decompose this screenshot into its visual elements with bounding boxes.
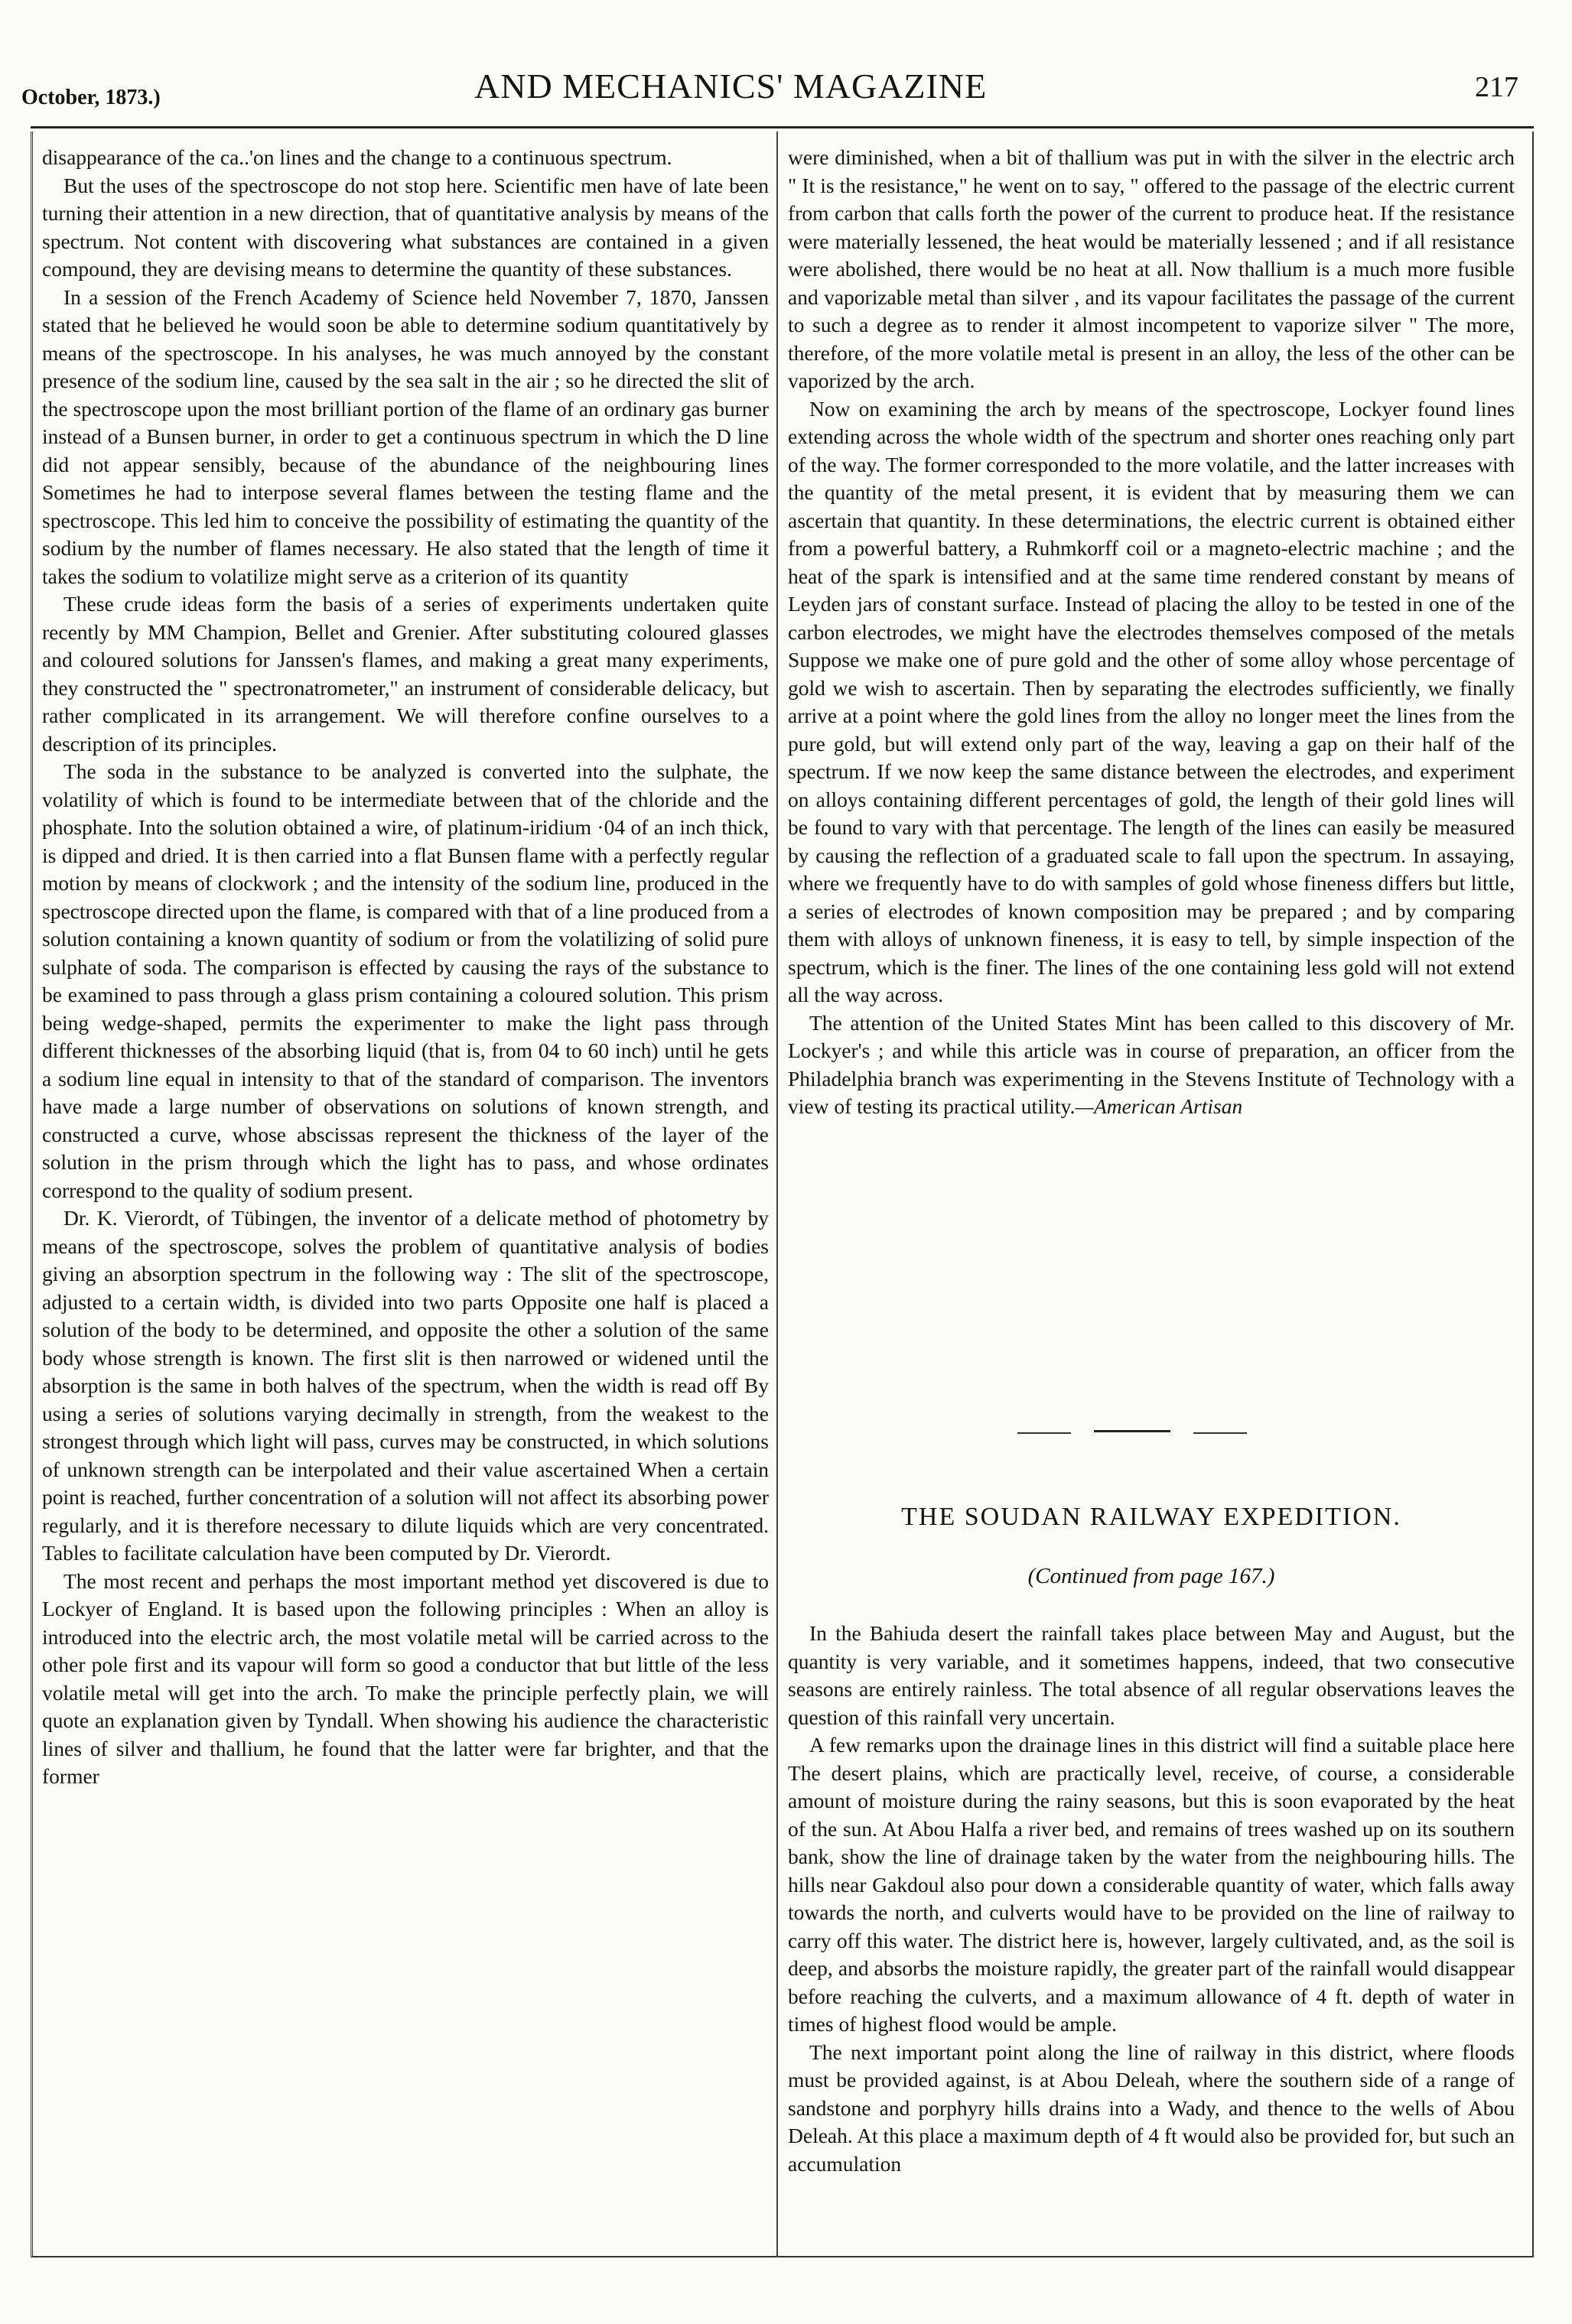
paragraph: In the Bahiuda desert the rainfall takes place between May and August, but the quantity is very variable, and it sometimes happens, indeed, that two consecutive seasons are entirely rainless. The total absence of all regular observations leaves the question of this rainfall very uncertain. [788, 1621, 1515, 1729]
paragraph: A few remarks upon the drainage lines in this district will find a suitable place here The desert plains, which are practically level, receive, of course, a considerable amount of moisture during the rainy seasons, but this is soon evaporated by the heat of the sun. At Abou Halfa a river bed, and remains of trees washed up on its southern bank, show the line of drainage taken by the water from the neighbouring hills. The hills near Gakdoul also pour down a considerable quantity of water, which falls away towards the north, and culverts would have to be provided on the line of railway to carry off this water. The district here is, however, largely cultivated, and, as the soil is deep, and absorbs the moisture rapidly, the greater part of the rainfall would disappear before reaching the culverts, and a maximum allowance of 4 ft. depth of water in times of highest flood would be ample. [788, 1733, 1515, 2036]
paragraph: The next important point along the line of railway in this district, where floods must be provided against, is at Abou Deleah, where the southern side of a range of sandstone and porphyry hills drains into a Wady, and thence to the wells of Abou Deleah. At this place a maximum depth of 4 ft would also be provided for, but such an accumulation [788, 2040, 1515, 2176]
page-number: 217 [1475, 71, 1518, 103]
paragraph: Now on examining the arch by means of the spectroscope, Lockyer found lines extending across the whole width of the spectrum and shorter ones reaching only part of the way. The former corresponded to the more volatile, and the latter increases with the quantity of the metal present, it is evident that by measuring them we can ascertain that quantity. In these determinations, the electric current is obtained either from a powerful battery, a Ruhmkorff coil or a magneto-electric machine ; and the heat of the spark is intensified and at the same time rendered constant by means of Leyden jars of constant surface. Instead of placing the alloy to be tested in one of the carbon electrodes, we might have the electrodes themselves composed of the metals Suppose we make one of pure gold and the other of some alloy whose percentage of gold we wish to ascertain. Then by separating the electrodes sufficiently, we finally arrive at a point where the gold lines from the alloy no longer meet the lines from the pure gold, but will extend only part of the way, leaving a gap on their half of the spectrum. If we now keep the same distance between the electrodes, and experiment on alloys containing different percentages of gold, the length of their gold lines will be found to vary with that percentage. The length of the lines can easily be measured by causing the reflection of a graduated scale to fall upon the spectrum. In assaying, where we frequently have to do with samples of gold whose fineness differs but little, a series of electrodes of known composition may be prepared ; and by comparing them with alloys of unknown fineness, it is easy to tell, by simple inspection of the spectrum, which is the finer. The lines of the one containing less gold will not extend all the way across. [788, 396, 1515, 1006]
paragraph: The soda in the substance to be analyzed is converted into the sulphate, the volatility of which is found to be intermediate between that of the chloride and the phosphate. Into the solution obtained a wire, of platinum-iridium ·04 of an inch thick, is dipped and dried. It is then carried into a flat Bunsen flame with a perfectly regular motion by means of clockwork ; and the intensity of the sodium line, produced in the spectroscope directed upon the flame, is compared with that of a line produced from a solution containing a known quantity of sodium or from the volatilizing of solid pure sulphate of soda. The comparison is effected by causing the rays of the substance to be examined to pass through a glass prism containing a coloured solution. This prism being wedge-shaped, permits the experimenter to make the light pass through different thicknesses of the absorbing liquid (that is, from 04 to 60 inch) until he gets a sodium line equal in intensity to that of the standard of comparison. The inventors have made a large number of observations on solutions of known strength, and constructed a curve, whose abscissas represent the thickness of the layer of the solution in the prism through which the light has to pass, and whose ordinates correspond to the quality of sodium present. [42, 759, 769, 1202]
column-divider [776, 132, 778, 2257]
issue-date: October, 1873.) [21, 86, 161, 109]
paragraph: But the uses of the spectroscope do not stop here. Scientific men have of late been turning their attention in a new direction, that of quantitative analysis by means of the spectrum. Not content with discovering what substances are contained in a given compound, they are devising means to determine the quantity of these substances. [42, 173, 769, 281]
left-column [42, 144, 769, 1791]
right-column [788, 144, 1515, 1121]
paragraph: In a session of the French Academy of Science held November 7, 1870, Janssen stated that he believed he would soon be able to determine sodium quantitatively by means of the spectroscope. In his analyses, he was much annoyed by the constant presence of the sodium line, caused by the sea salt in the air ; so he directed the slit of the spectroscope upon the most brilliant portion of the flame of an ordinary gas burner instead of a Bunsen burner, in order to get a continuous spectrum in which the D line did not appear sensibly, because of the abundance of the neighbouring lines Sometimes he had to interpose several flames between the testing flame and the spectroscope. This led him to conceive the possibility of estimating the quantity of the sodium by the number of flames necessary. He also stated that the length of time it takes the sodium to volatilize might serve as a criterion of its quantity [42, 284, 770, 588]
running-title: AND MECHANICS' MAGAZINE [474, 67, 988, 106]
header-rule [31, 126, 1534, 128]
page-header [0, 0, 1572, 141]
article-title: THE SOUDAN RAILWAY EXPEDITION. [901, 1503, 1401, 1531]
paragraph: were diminished, when a bit of thallium was put in with the silver in the electric arch " It is the resistance," he went on to say, " offered to the passage of the electric current from carbon that calls forth the power of the current to produce heat. If the resistance were materially lessened, the heat would be materially lessened ; and if all resistance were abolished, there would be no heat at all. Now thallium is a much more fusible and vaporizable metal than silver , and its vapour facilitates the passage of the current to such a degree as to render it almost incompetent to vaporize silver " The more, therefore, of the more volatile metal is present in an alloy, the less of the other can be vaporized by the arch. [788, 145, 1515, 392]
paragraph: These crude ideas form the basis of a series of experiments undertaken quite recently by MM Champion, Bellet and Grenier. After substituting coloured glasses and coloured solutions for Janssen's flames, and making a great many experiments, they constructed the " spectronatrometer," an instrument of considerable delicacy, but rather complicated in its arrangement. We will therefore confine ourselves to a description of its principles. [42, 592, 769, 756]
paragraph: The most recent and perhaps the most important method yet discovered is due to Lockyer of England. It is based upon the following principles : When an alloy is introduced into the electric arch, the most volatile metal will be carried across to the other pole first and its vapour will form so good a conductor that but little of the less volatile metal will get into the arch. To make the principle perfectly plain, we will quote an explanation given by Tyndall. When showing his audience the characteristic lines of silver and thallium, he found that the latter were far brighter, and that the former [42, 1568, 769, 1788]
article-subtitle: (Continued from page 167.) [1027, 1564, 1275, 1588]
paragraph-text: The attention of the United States Mint has been called to this discovery of Mr. Lockyer's ; and while this article was in course of preparation, an officer from the Philadelphia branch was experimenting in the Stevens Institute of Technology with a view of testing its practical utility. [788, 1010, 1515, 1118]
source-credit: —American Artisan [1075, 1094, 1243, 1118]
paragraph: Dr. K. Vierordt, of Tübingen, the inventor of a delicate method of photometry by means of the spectroscope, solves the problem of quantitative analysis of bodies giving an absorption spectrum in the following way : The slit of the spectroscope, adjusted to a certain width, is divided into two parts Opposite one half is placed a solution of the body to be determined, and opposite the other a solution of the same body whose strength is known. The first slit is then narrowed or widened until the absorption is the same in both halves of the spectrum, when the width is read off By using a series of solutions varying decimally in strength, from the weakest to the strongest through which light will pass, curves may be constructed, in which solutions of unknown strength can be interpolated and their value ascertained When a certain point is reached, further concentration of a solution will not affect its absorbing power regularly, and it is therefore necessary to dilute liquids which are very concentrated. Tables to facilitate calculation have been computed by Dr. Vierordt. [42, 1206, 769, 1565]
paragraph: disappearance of the ca..'on lines and the change to a continuous spectrum. [42, 145, 672, 169]
paragraph [788, 1009, 1515, 1121]
soudan-article-body [788, 1620, 1515, 2178]
section-ornament [1017, 1430, 1247, 1436]
